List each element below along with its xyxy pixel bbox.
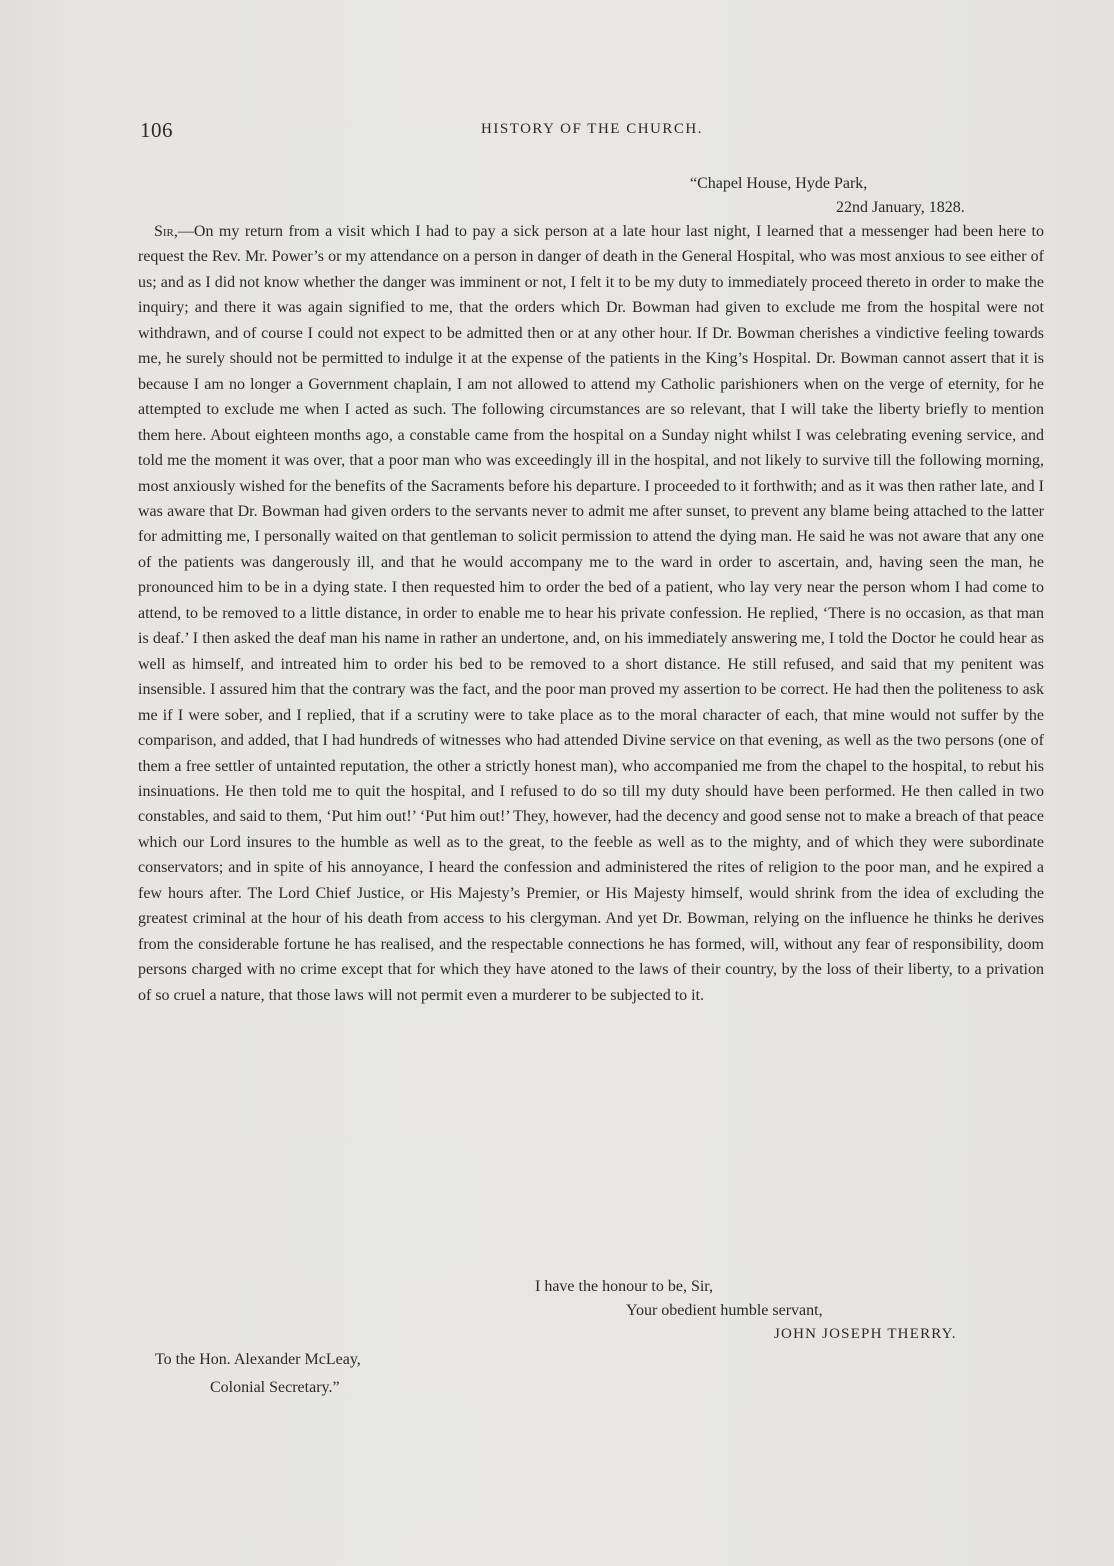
addressee-block [155, 1346, 361, 1402]
closing-line-1: I have the honour to be, Sir, [535, 1278, 713, 1295]
running-title: HISTORY OF THE CHURCH. [481, 121, 703, 137]
letter-body-text: —On my return from a visit which I had to pay a sick person at a late hour last night, I learned that a messenger had been here to request the Rev. Mr. Power’s or my attendance on a person in danger of death in the General Hospital, who was most anxious to see either of us; and as I did not know whether the danger was imminent or not, I felt it to be my duty to immediately proceed thereto in order to make the inquiry; and there it was again signified to me, that the orders which Dr. Bowman had given to exclude me from the hospital were not withdrawn, and of course I could not expect to be admitted then or at any other hour. If Dr. Bowman cherishes a vindictive feeling towards me, he surely should not be permitted to indulge it at the expense of the patients in the King’s Hospital. Dr. Bowman cannot assert that it is because I am no longer a Government chaplain, I am not allowed to attend my Catholic parishioners when on the verge of eternity, for he attempted to exclude me when I acted as such. The following circumstances are so relevant, that I will take the liberty briefly to mention them here. About eighteen months ago, a constable came from the hospital on a Sunday night whilst I was celebrating evening service, and told me the moment it was over, that a poor man who was exceedingly ill in the hospital, and not likely to survive till the following morning, most anxiously wished for the benefits of the Sacraments before his departure. I proceeded to it forthwith; and as it was then rather late, and I was aware that Dr. Bowman had given orders to the servants never to admit me after sunset, to prevent any blame being attached to the latter for admitting me, I personally waited on that gentleman to solicit permission to attend the dying man. He said he was not aware that any one of the patients was dangerously ill, and that he would accompany me to the ward in order to ascertain, and, having seen the man, he pronounced him to be in a dying state. I then requested him to order the bed of a patient, who lay very near the person whom I had come to attend, to be removed to a little distance, in order to enable me to hear his private confession. He replied, ‘There is no occasion, as that man is deaf.’ I then asked the deaf man his name in rather an undertone, and, on his immediately answering me, I told the Doctor he could hear as well as himself, and intreated him to order his bed to be removed to a short distance. He still refused, and said that my penitent was insensible. I assured him that the contrary was the fact, and the poor man proved my assertion to be correct. He had then the politeness to ask me if I were sober, and I replied, that if a scrutiny were to take place as to the moral character of each, that mine would not suffer by the comparison, and added, that I had hundreds of witnesses who had attended Divine service on that evening, as well as the two persons (one of them a free settler of untainted reputation, the other a strictly honest man), who accompanied me from the chapel to the hospital, to rebut his insinuations. He then told me to quit the hospital, and I refused to do so till my duty should have been performed. He then called in two constables, and said to them, ‘Put him out!’ ‘Put him out!’ They, however, had the decency and good sense not to make a breach of that peace which our Lord insures to the humble as well as to the great, to the feeble as well as to the mighty, and of which they were subordinate conservators; and in spite of his annoyance, I heard the confession and administered the rites of religion to the poor man, and he expired a few hours after. The Lord Chief Justice, or His Majesty’s Premier, or His Majesty himself, would shrink from the idea of excluding the greatest criminal at the hour of his death from access to his clergyman. And yet Dr. Bowman, relying on the influence he thinks he derives from the considerable fortune he has realised, and the respectable connections he has formed, will, without any fear of responsibility, doom persons charged with no crime except that for which they have atoned to the laws of their country, by the loss of their liberty, to a privation of so cruel a nature, that those laws will not permit even a murderer to be subjected to it. [138, 223, 1044, 1004]
addressee-line-2: Colonial Secretary.” [210, 1379, 340, 1396]
addressee-line-1: To the Hon. Alexander McLeay, [155, 1351, 361, 1368]
closing-line-2: Your obedient humble servant, [626, 1302, 823, 1319]
letter-body [138, 219, 1044, 1008]
letter-salutation: Sir, [154, 223, 178, 240]
page-number: 106 [140, 118, 173, 142]
dateline-date: 22nd January, 1828. [836, 199, 965, 216]
running-head [140, 118, 1044, 144]
signature: JOHN JOSEPH THERRY. [774, 1326, 957, 1342]
letter-dateline [690, 172, 1030, 220]
dateline-place: “Chapel House, Hyde Park, [690, 175, 868, 192]
